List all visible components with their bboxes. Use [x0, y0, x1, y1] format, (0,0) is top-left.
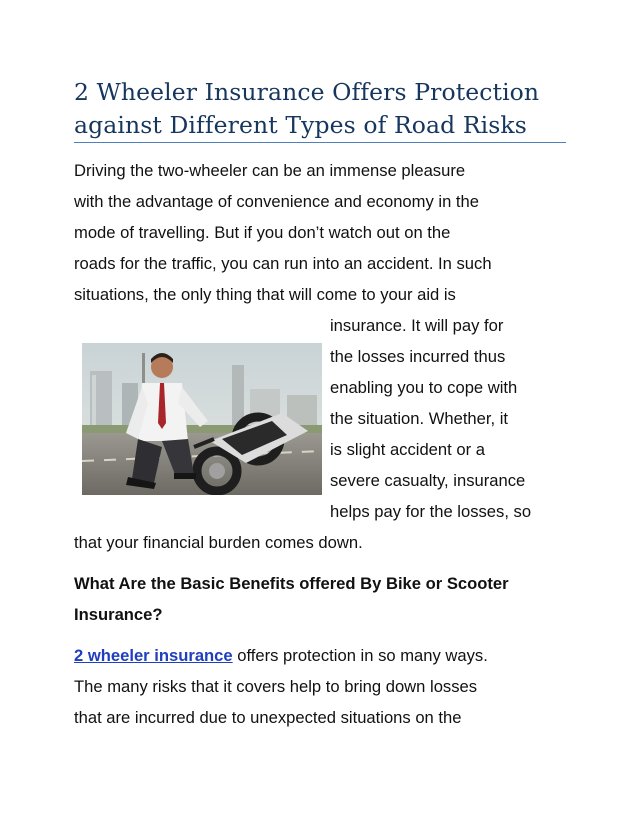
title-underline-rule — [74, 142, 566, 143]
title-line-1: 2 Wheeler Insurance Offers Protection — [74, 78, 540, 106]
accident-photo — [82, 343, 322, 495]
intro-line-5: situations, the only thing that will come to your aid is — [74, 285, 456, 304]
wrap-line-2: the losses incurred thus — [330, 347, 506, 366]
intro-line-3: mode of travelling. But if you don’t watch out on the — [74, 223, 451, 242]
wrap-line-4: the situation. Whether, it — [330, 409, 509, 428]
link-paragraph-line — [74, 646, 488, 666]
wrap-line-7: helps pay for the losses, so — [330, 502, 532, 521]
intro-line-2: with the advantage of convenience and economy in the — [74, 192, 479, 211]
wrap-line-1: insurance. It will pay for — [330, 316, 504, 335]
after-wrap-line: that your financial burden comes down. — [74, 533, 363, 552]
section-heading-line-1: What Are the Basic Benefits offered By Bike or Scooter — [74, 574, 509, 593]
article-title — [74, 76, 574, 142]
closing-line-1: The many risks that it covers help to bring down losses — [74, 677, 478, 696]
section-heading-line-2: Insurance? — [74, 605, 163, 624]
wrap-line-3: enabling you to cope with — [330, 378, 518, 397]
wrap-line-5: is slight accident or a — [330, 440, 485, 459]
intro-line-4: roads for the traffic, you can run into an accident. In such — [74, 254, 492, 273]
insurance-link[interactable]: 2 wheeler insurance — [74, 646, 233, 665]
intro-line-1: Driving the two-wheeler can be an immense pleasure — [74, 161, 466, 180]
closing-line-2: that are incurred due to unexpected situations on the — [74, 708, 462, 727]
title-line-2: against Different Types of Road Risks — [74, 111, 527, 139]
link-continuation: offers protection in so many ways. — [232, 646, 488, 665]
wrap-line-6: severe casualty, insurance — [330, 471, 526, 490]
